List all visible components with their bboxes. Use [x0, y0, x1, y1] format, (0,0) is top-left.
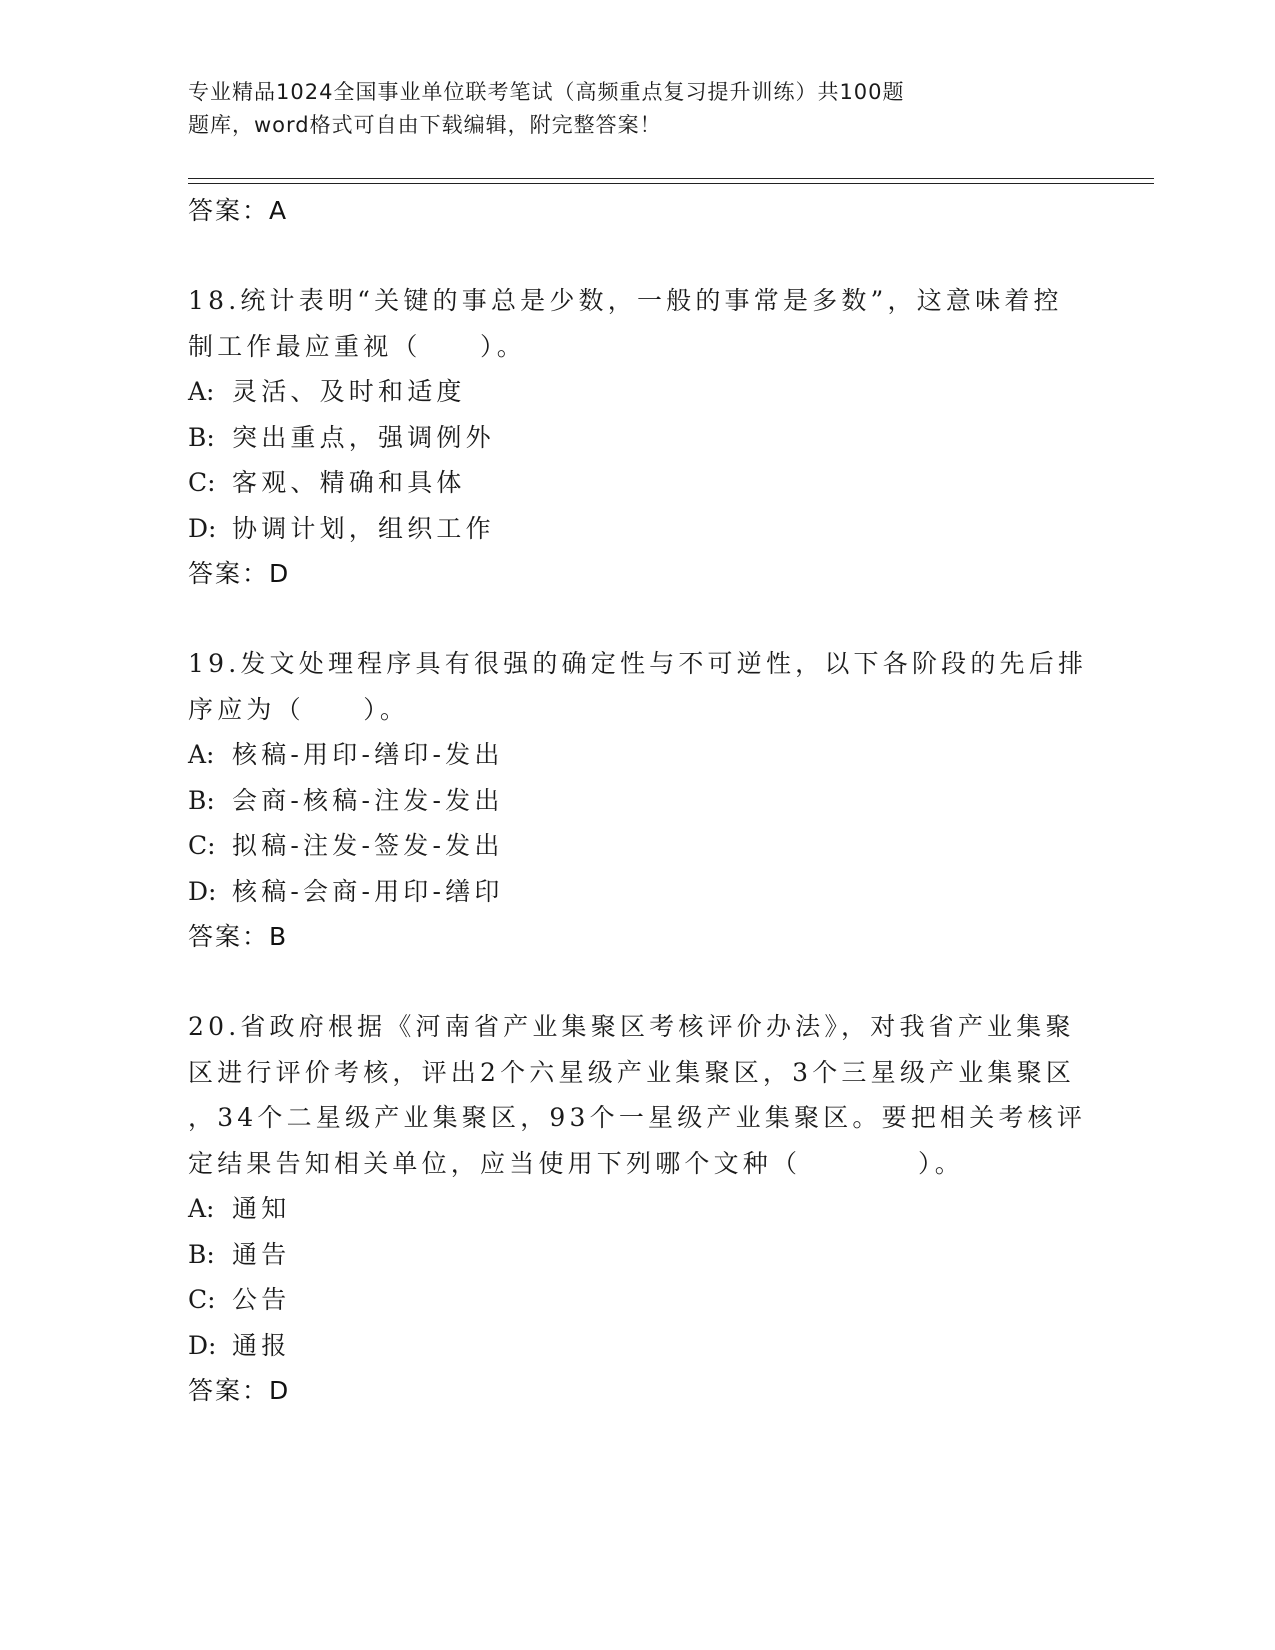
option-a [188, 732, 1088, 778]
option-text: 通告 [232, 1239, 291, 1269]
option-c [188, 823, 1088, 869]
document-body [188, 188, 1088, 1413]
option-c [188, 1277, 1088, 1323]
option-text: 通报 [232, 1330, 291, 1360]
option-letter: C: [188, 831, 216, 860]
option-letter: C: [188, 1285, 216, 1314]
option-text: 灵活、及时和适度 [232, 377, 466, 406]
option-letter: A: [188, 740, 215, 769]
question-line: ，34个二星级产业集聚区，93个一星级产业集聚区。要把相关考核评 [188, 1103, 1087, 1132]
question-19 [188, 641, 1088, 959]
option-a [188, 1186, 1088, 1232]
option-a [188, 369, 1088, 415]
question-line: 序应为（ ）。 [188, 694, 410, 724]
question-line: 区进行评价考核，评出2个六星级产业集聚区，3个三星级产业集聚区 [188, 1057, 1076, 1087]
answer-20: 答案：D [188, 1376, 291, 1405]
option-letter: D: [188, 876, 217, 906]
question-20 [188, 1004, 1088, 1413]
option-text: 公告 [232, 1285, 291, 1314]
option-d [188, 1323, 1088, 1369]
option-text: 客观、精确和具体 [232, 468, 466, 497]
question-line: 18.统计表明“关键的事总是少数，一般的事常是多数”，这意味着控 [188, 286, 1063, 315]
option-text: 突出重点，强调例外 [232, 422, 495, 452]
option-letter: D: [188, 1330, 217, 1360]
header-divider-bottom [188, 183, 1154, 184]
option-letter: A: [188, 377, 215, 406]
question-line: 20.省政府根据《河南省产业集聚区考核评价办法》，对我省产业集聚 [188, 1012, 1075, 1041]
option-letter: B: [188, 1239, 215, 1269]
answer-18: 答案：D [188, 559, 291, 588]
option-letter: D: [188, 513, 217, 543]
option-letter: A: [188, 1194, 215, 1223]
option-d [188, 869, 1088, 915]
answer-previous: 答案：A [188, 196, 289, 225]
question-line: 制工作最应重视（ ）。 [188, 331, 526, 361]
option-b [188, 1232, 1088, 1278]
header-line-1: 专业精品1024全国事业单位联考笔试（高频重点复习提升训练）共100题 [188, 80, 905, 104]
header-divider-top [188, 178, 1154, 179]
option-letter: B: [188, 422, 215, 452]
question-line: 定结果告知相关单位，应当使用下列哪个文种（ ）。 [188, 1148, 964, 1178]
option-text: 核稿-会商-用印-缮印 [232, 876, 504, 906]
header-line-2: 题库，word格式可自由下载编辑，附完整答案！ [188, 113, 662, 137]
option-b [188, 415, 1088, 461]
option-letter: B: [188, 785, 215, 815]
option-text: 协调计划，组织工作 [232, 513, 495, 543]
option-text: 拟稿-注发-签发-发出 [232, 831, 504, 860]
answer-19: 答案：B [188, 922, 289, 951]
option-text: 通知 [232, 1194, 291, 1223]
option-text: 会商-核稿-注发-发出 [232, 785, 504, 815]
option-letter: C: [188, 468, 216, 497]
option-text: 核稿-用印-缮印-发出 [232, 740, 504, 769]
question-18 [188, 278, 1088, 596]
question-line: 19.发文处理程序具有很强的确定性与不可逆性，以下各阶段的先后排 [188, 649, 1088, 678]
option-d [188, 506, 1088, 552]
document-header [188, 76, 1008, 142]
option-c [188, 460, 1088, 506]
option-b [188, 778, 1088, 824]
